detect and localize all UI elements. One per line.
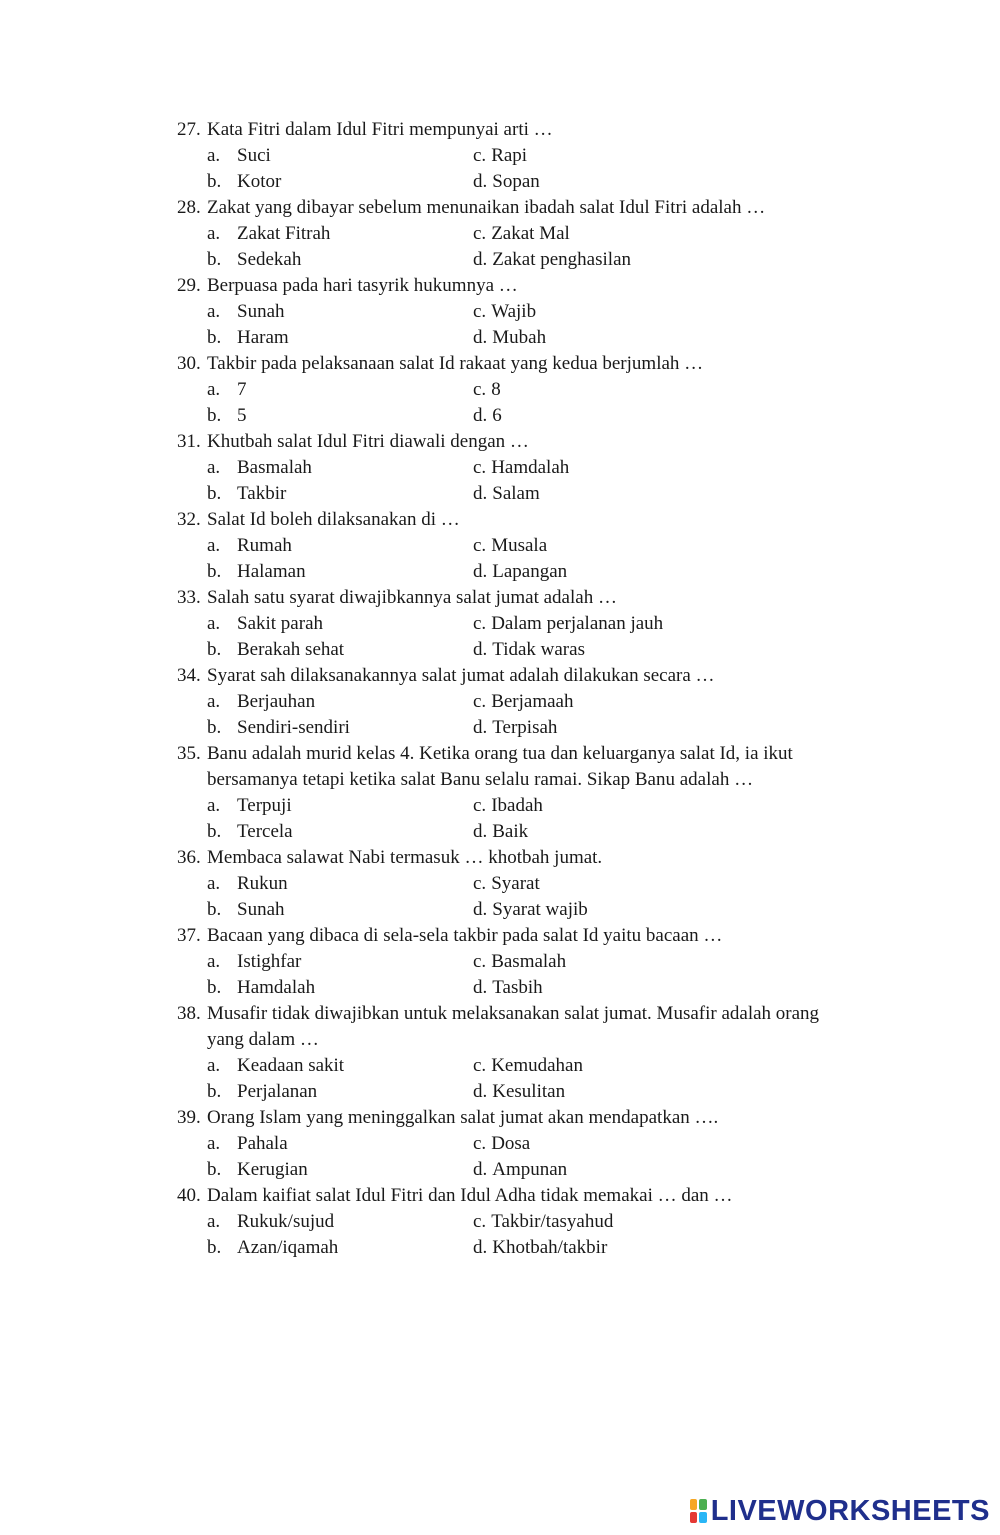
- liveworksheets-logo-icon: [690, 1499, 707, 1523]
- option-b[interactable]: [207, 1157, 308, 1183]
- option-text: Berakah sehat: [237, 639, 345, 660]
- option-text: Khotbah/takbir: [492, 1237, 608, 1258]
- option-label: a.: [207, 1055, 221, 1076]
- option-a[interactable]: [207, 455, 312, 481]
- option-d[interactable]: [473, 403, 502, 429]
- option-label: a.: [207, 301, 221, 322]
- option-label: d.: [473, 561, 488, 582]
- option-b[interactable]: [207, 819, 293, 845]
- options-row: [177, 325, 877, 351]
- option-text: 8: [491, 379, 501, 400]
- option-text: Zakat Fitrah: [237, 223, 331, 244]
- question-number: 29.: [177, 275, 201, 296]
- option-b[interactable]: [207, 637, 344, 663]
- option-d[interactable]: [473, 975, 543, 1001]
- option-text: Zakat penghasilan: [492, 249, 632, 270]
- question-9: [177, 845, 877, 923]
- option-text: Sopan: [492, 171, 540, 192]
- question-text: Kata Fitri dalam Idul Fitri mempunyai arti …: [207, 119, 553, 140]
- option-label: d.: [473, 171, 488, 192]
- question-text-continuation: [177, 1027, 877, 1053]
- question-number: 30.: [177, 353, 201, 374]
- question-text-line: [177, 507, 877, 533]
- option-text: Kerugian: [237, 1159, 308, 1180]
- option-a[interactable]: [207, 871, 288, 897]
- question-text: Salah satu syarat diwajibkannya salat jumat adalah …: [207, 587, 617, 608]
- question-text: Membaca salawat Nabi termasuk … khotbah jumat.: [207, 847, 603, 868]
- options-row: [177, 1131, 877, 1157]
- question-number: 28.: [177, 197, 201, 218]
- liveworksheets-logo: [690, 1494, 990, 1528]
- option-label: a.: [207, 535, 221, 556]
- option-text: Rukuk/sujud: [237, 1211, 335, 1232]
- option-label: b.: [207, 717, 222, 738]
- options-row: [177, 793, 877, 819]
- option-label: a.: [207, 613, 221, 634]
- option-label: c.: [473, 1055, 487, 1076]
- option-d[interactable]: [473, 819, 528, 845]
- option-label: a.: [207, 379, 221, 400]
- options-row: [177, 1235, 877, 1261]
- option-text: Istighfar: [237, 951, 302, 972]
- question-text-line: [177, 845, 877, 871]
- question-7: [177, 663, 877, 741]
- option-text: Sedekah: [237, 249, 302, 270]
- option-b[interactable]: [207, 897, 285, 923]
- option-d[interactable]: [473, 559, 567, 585]
- option-label: b.: [207, 821, 222, 842]
- logo-text: LIVEWORKSHEETS: [710, 1495, 990, 1527]
- option-a[interactable]: [207, 221, 330, 247]
- option-label: d.: [473, 1081, 488, 1102]
- option-a[interactable]: [207, 1131, 288, 1157]
- option-d[interactable]: [473, 715, 557, 741]
- option-text: Dalam perjalanan jauh: [491, 613, 664, 634]
- option-text: Syarat wajib: [492, 899, 588, 920]
- option-text: Sunah: [237, 899, 285, 920]
- question-text-line: [177, 351, 877, 377]
- option-text: Takbir: [237, 483, 287, 504]
- option-label: c.: [473, 379, 487, 400]
- option-text: Salam: [492, 483, 540, 504]
- option-d[interactable]: [473, 481, 540, 507]
- question-text: Orang Islam yang meninggalkan salat jumat akan mendapatkan ….: [207, 1107, 719, 1128]
- options-row: [177, 1079, 877, 1105]
- option-c[interactable]: [473, 793, 543, 819]
- option-label: b.: [207, 327, 222, 348]
- option-text: Halaman: [237, 561, 306, 582]
- options-row: [177, 455, 877, 481]
- option-label: a.: [207, 951, 221, 972]
- option-text: Sunah: [237, 301, 285, 322]
- option-label: b.: [207, 1159, 222, 1180]
- option-label: d.: [473, 249, 488, 270]
- question-10: [177, 923, 877, 1001]
- question-11: [177, 1001, 877, 1105]
- question-1: [177, 195, 877, 273]
- option-d[interactable]: [473, 325, 546, 351]
- option-label: c.: [473, 535, 487, 556]
- option-a[interactable]: [207, 143, 271, 169]
- question-number: 31.: [177, 431, 201, 452]
- option-text: Kotor: [237, 171, 282, 192]
- option-text: Keadaan sakit: [237, 1055, 345, 1076]
- question-text-line: [177, 117, 877, 143]
- option-text: Pahala: [237, 1133, 288, 1154]
- option-label: c.: [473, 873, 487, 894]
- option-text: Tasbih: [492, 977, 543, 998]
- options-row: [177, 715, 877, 741]
- option-label: b.: [207, 1237, 222, 1258]
- question-text: Takbir pada pelaksanaan salat Id rakaat yang kedua berjumlah …: [207, 353, 704, 374]
- option-c[interactable]: [473, 871, 540, 897]
- question-number: 33.: [177, 587, 201, 608]
- option-label: c.: [473, 691, 487, 712]
- question-text: Zakat yang dibayar sebelum menunaikan ibadah salat Idul Fitri adalah …: [207, 197, 766, 218]
- question-6: [177, 585, 877, 663]
- option-text: Syarat: [491, 873, 540, 894]
- question-text: Banu adalah murid kelas 4. Ketika orang tua dan keluarganya salat Id, ia ikut: [207, 743, 793, 764]
- options-row: [177, 169, 877, 195]
- options-row: [177, 1053, 877, 1079]
- question-text: yang dalam …: [207, 1029, 319, 1050]
- option-a[interactable]: [207, 611, 323, 637]
- option-text: Tercela: [237, 821, 293, 842]
- option-b[interactable]: [207, 247, 301, 273]
- option-label: b.: [207, 171, 222, 192]
- option-b[interactable]: [207, 1079, 317, 1105]
- question-text-line: [177, 195, 877, 221]
- option-c[interactable]: [473, 377, 501, 403]
- option-d[interactable]: [473, 1157, 567, 1183]
- option-label: b.: [207, 405, 222, 426]
- option-label: a.: [207, 691, 221, 712]
- option-text: Tidak waras: [492, 639, 585, 660]
- option-label: c.: [473, 301, 487, 322]
- option-c[interactable]: [473, 143, 527, 169]
- question-number: 36.: [177, 847, 201, 868]
- options-row: [177, 143, 877, 169]
- option-text: Dosa: [491, 1133, 531, 1154]
- option-a[interactable]: [207, 1209, 334, 1235]
- option-label: d.: [473, 977, 488, 998]
- option-label: d.: [473, 405, 488, 426]
- option-a[interactable]: [207, 299, 285, 325]
- option-text: Kesulitan: [492, 1081, 566, 1102]
- option-a[interactable]: [207, 793, 292, 819]
- options-row: [177, 637, 877, 663]
- option-text: Rapi: [491, 145, 528, 166]
- option-a[interactable]: [207, 533, 292, 559]
- option-c[interactable]: [473, 689, 573, 715]
- options-row: [177, 689, 877, 715]
- option-text: Rumah: [237, 535, 292, 556]
- question-0: [177, 117, 877, 195]
- option-b[interactable]: [207, 169, 281, 195]
- options-row: [177, 299, 877, 325]
- option-text: Suci: [237, 145, 271, 166]
- question-text: Syarat sah dilaksanakannya salat jumat adalah dilakukan secara …: [207, 665, 715, 686]
- option-label: c.: [473, 1211, 487, 1232]
- option-label: b.: [207, 249, 222, 270]
- option-text: Terpisah: [492, 717, 558, 738]
- option-text: Terpuji: [237, 795, 292, 816]
- option-label: d.: [473, 483, 488, 504]
- option-label: b.: [207, 1081, 222, 1102]
- options-row: [177, 481, 877, 507]
- option-label: c.: [473, 951, 487, 972]
- option-label: a.: [207, 223, 221, 244]
- option-text: Hamdalah: [491, 457, 570, 478]
- option-label: a.: [207, 457, 221, 478]
- option-label: d.: [473, 327, 488, 348]
- option-label: c.: [473, 613, 487, 634]
- options-row: [177, 559, 877, 585]
- question-number: 39.: [177, 1107, 201, 1128]
- option-c[interactable]: [473, 455, 569, 481]
- question-text-line: [177, 1105, 877, 1131]
- option-text: Azan/iqamah: [237, 1237, 339, 1258]
- option-label: b.: [207, 483, 222, 504]
- question-number: 40.: [177, 1185, 201, 1206]
- option-text: Sakit parah: [237, 613, 324, 634]
- option-label: d.: [473, 1237, 488, 1258]
- option-text: Basmalah: [237, 457, 312, 478]
- option-a[interactable]: [207, 689, 315, 715]
- option-text: Rukun: [237, 873, 288, 894]
- options-row: [177, 949, 877, 975]
- option-label: d.: [473, 821, 488, 842]
- option-text: Ampunan: [492, 1159, 568, 1180]
- quiz-question-list: [177, 117, 877, 1261]
- question-text-line: [177, 273, 877, 299]
- option-b[interactable]: [207, 481, 286, 507]
- question-4: [177, 429, 877, 507]
- option-text: 6: [492, 405, 502, 426]
- option-label: c.: [473, 223, 487, 244]
- option-text: Mubah: [492, 327, 547, 348]
- option-text: Berjamaah: [491, 691, 574, 712]
- question-number: 37.: [177, 925, 201, 946]
- option-c[interactable]: [473, 299, 536, 325]
- option-c[interactable]: [473, 1053, 583, 1079]
- option-d[interactable]: [473, 1079, 565, 1105]
- question-number: 32.: [177, 509, 201, 530]
- question-number: 38.: [177, 1003, 201, 1024]
- option-a[interactable]: [207, 377, 247, 403]
- option-b[interactable]: [207, 403, 247, 429]
- option-text: Berjauhan: [237, 691, 316, 712]
- option-text: 7: [237, 379, 247, 400]
- logo-square-3: [690, 1512, 697, 1523]
- option-d[interactable]: [473, 897, 588, 923]
- question-number: 27.: [177, 119, 201, 140]
- question-8: [177, 741, 877, 845]
- option-text: Perjalanan: [237, 1081, 318, 1102]
- option-text: Ibadah: [491, 795, 543, 816]
- option-label: d.: [473, 639, 488, 660]
- option-c[interactable]: [473, 221, 570, 247]
- question-text: bersamanya tetapi ketika salat Banu selalu ramai. Sikap Banu adalah …: [207, 769, 754, 790]
- option-label: b.: [207, 899, 222, 920]
- question-text-line: [177, 741, 877, 767]
- question-text: Berpuasa pada hari tasyrik hukumnya …: [207, 275, 518, 296]
- option-label: a.: [207, 1133, 221, 1154]
- question-13: [177, 1183, 877, 1261]
- question-2: [177, 273, 877, 351]
- option-b[interactable]: [207, 715, 350, 741]
- option-label: d.: [473, 1159, 488, 1180]
- option-label: c.: [473, 1133, 487, 1154]
- option-b[interactable]: [207, 1235, 338, 1261]
- option-label: b.: [207, 561, 222, 582]
- options-row: [177, 1209, 877, 1235]
- question-number: 35.: [177, 743, 201, 764]
- option-text: Kemudahan: [491, 1055, 583, 1076]
- option-label: a.: [207, 873, 221, 894]
- logo-square-4: [699, 1512, 706, 1523]
- options-row: [177, 871, 877, 897]
- question-text-line: [177, 1001, 877, 1027]
- question-text: Bacaan yang dibaca di sela-sela takbir pada salat Id yaitu bacaan …: [207, 925, 723, 946]
- option-label: d.: [473, 717, 488, 738]
- option-d[interactable]: [473, 169, 540, 195]
- option-label: a.: [207, 1211, 221, 1232]
- question-5: [177, 507, 877, 585]
- question-12: [177, 1105, 877, 1183]
- question-text: Khutbah salat Idul Fitri diawali dengan …: [207, 431, 529, 452]
- option-c[interactable]: [473, 533, 547, 559]
- option-d[interactable]: [473, 637, 585, 663]
- option-text: 5: [237, 405, 247, 426]
- option-d[interactable]: [473, 247, 631, 273]
- options-row: [177, 403, 877, 429]
- option-text: Hamdalah: [237, 977, 316, 998]
- option-b[interactable]: [207, 559, 306, 585]
- question-text-line: [177, 663, 877, 689]
- option-c[interactable]: [473, 1131, 530, 1157]
- options-row: [177, 611, 877, 637]
- option-label: b.: [207, 977, 222, 998]
- option-text: Musala: [491, 535, 548, 556]
- question-text: Dalam kaifiat salat Idul Fitri dan Idul Adha tidak memakai … dan …: [207, 1185, 733, 1206]
- option-c[interactable]: [473, 1209, 613, 1235]
- option-label: a.: [207, 795, 221, 816]
- option-text: Lapangan: [492, 561, 568, 582]
- option-a[interactable]: [207, 949, 301, 975]
- question-text: Salat Id boleh dilaksanakan di …: [207, 509, 460, 530]
- options-row: [177, 377, 877, 403]
- option-text: Basmalah: [491, 951, 567, 972]
- question-text-continuation: [177, 767, 877, 793]
- logo-square-2: [699, 1499, 706, 1510]
- question-text-line: [177, 923, 877, 949]
- question-text-line: [177, 1183, 877, 1209]
- option-c[interactable]: [473, 611, 663, 637]
- option-b[interactable]: [207, 975, 315, 1001]
- option-label: b.: [207, 639, 222, 660]
- option-label: d.: [473, 899, 488, 920]
- options-row: [177, 221, 877, 247]
- options-row: [177, 1157, 877, 1183]
- option-a[interactable]: [207, 1053, 344, 1079]
- option-text: Zakat Mal: [491, 223, 570, 244]
- options-row: [177, 897, 877, 923]
- options-row: [177, 533, 877, 559]
- option-label: a.: [207, 145, 221, 166]
- option-c[interactable]: [473, 949, 566, 975]
- question-3: [177, 351, 877, 429]
- logo-square-1: [690, 1499, 697, 1510]
- options-row: [177, 975, 877, 1001]
- option-text: Takbir/tasyahud: [491, 1211, 614, 1232]
- options-row: [177, 819, 877, 845]
- options-row: [177, 247, 877, 273]
- option-b[interactable]: [207, 325, 289, 351]
- question-text-line: [177, 585, 877, 611]
- question-number: 34.: [177, 665, 201, 686]
- option-d[interactable]: [473, 1235, 607, 1261]
- question-text-line: [177, 429, 877, 455]
- option-text: Wajib: [491, 301, 537, 322]
- option-text: Baik: [492, 821, 529, 842]
- question-text: Musafir tidak diwajibkan untuk melaksanakan salat jumat. Musafir adalah orang: [207, 1003, 820, 1024]
- option-text: Sendiri-sendiri: [237, 717, 350, 738]
- option-label: c.: [473, 145, 487, 166]
- option-label: c.: [473, 795, 487, 816]
- option-text: Haram: [237, 327, 289, 348]
- option-label: c.: [473, 457, 487, 478]
